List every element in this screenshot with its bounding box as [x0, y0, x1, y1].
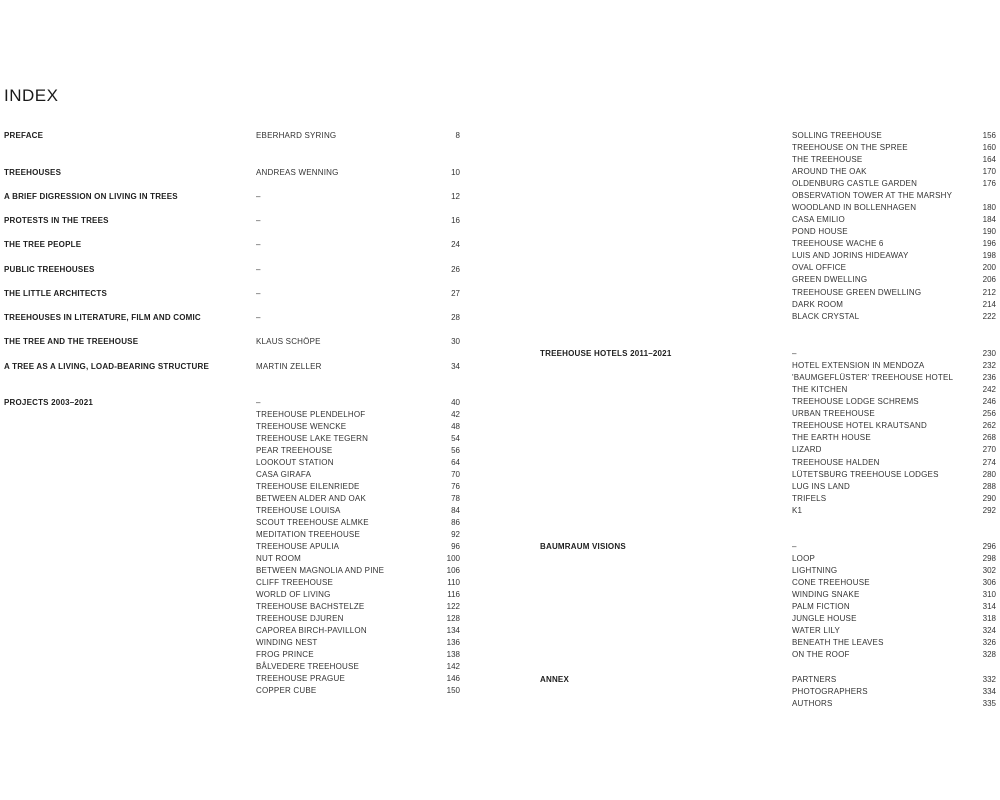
index-page-number: 134: [446, 626, 460, 635]
index-page-number: 196: [982, 239, 996, 248]
index-entry-title: ON THE ROOF: [792, 650, 850, 659]
index-entry-title: –: [256, 398, 261, 407]
index-page-number: 146: [446, 674, 460, 683]
index-section-title: THE TREE PEOPLE: [4, 240, 82, 249]
index-page-number: 262: [982, 421, 996, 430]
index-entry-title: CAPOREA BIRCH-PAVILLON: [256, 626, 367, 635]
index-page-number: 200: [982, 263, 996, 272]
index-page-number: 138: [446, 650, 460, 659]
index-page-number: 56: [451, 446, 460, 455]
index-section-title: TREEHOUSES: [4, 168, 62, 177]
index-page-number: 268: [982, 433, 996, 442]
index-page-number: 212: [982, 288, 996, 297]
index-entry-title: OBSERVATION TOWER AT THE MARSHY: [792, 191, 953, 200]
index-page-number: 242: [982, 385, 996, 394]
index-page-number: 8: [455, 131, 460, 140]
index-entry-title: BETWEEN ALDER AND OAK: [256, 494, 367, 503]
index-entry-title: JUNGLE HOUSE: [792, 614, 857, 623]
index-page-number: 198: [982, 251, 996, 260]
index-page-number: 332: [982, 675, 996, 684]
index-page-number: 335: [982, 699, 996, 708]
index-entry-title: OLDENBURG CASTLE GARDEN: [792, 179, 918, 188]
index-page-number: 296: [982, 542, 996, 551]
index-entry-title: OVAL OFFICE: [792, 263, 847, 272]
index-page-number: 106: [446, 566, 460, 575]
index-entry-title: BLACK CRYSTAL: [792, 312, 860, 321]
index-page-number: 27: [451, 289, 460, 298]
index-page-number: 30: [451, 337, 460, 346]
index-entry-title: TREEHOUSE WENCKE: [256, 422, 347, 431]
index-page-number: 314: [982, 602, 996, 611]
index-page-number: 64: [451, 458, 460, 467]
index-page-number: 230: [982, 349, 996, 358]
index-page-number: 222: [982, 312, 996, 321]
index-section-title: PROTESTS IN THE TREES: [4, 216, 109, 225]
index-entry-title: TREEHOUSE BACHSTELZE: [256, 602, 365, 611]
index-entry-title: CLIFF TREEHOUSE: [256, 578, 334, 587]
index-entry-title: –: [256, 192, 261, 201]
index-page-number: 288: [982, 482, 996, 491]
index-entry-title: 'BAUMGEFLÜSTER' TREEHOUSE HOTEL: [792, 373, 954, 382]
index-entry-title: CONE TREEHOUSE: [792, 578, 870, 587]
index-section-title: PROJECTS 2003–2021: [4, 398, 93, 407]
index-page-number: 84: [451, 506, 460, 515]
index-entry-title: LÜTETSBURG TREEHOUSE LODGES: [792, 470, 939, 479]
index-entry-title: LOOKOUT STATION: [256, 458, 334, 467]
index-entry-title: LUG INS LAND: [792, 482, 850, 491]
index-page-number: 34: [451, 362, 460, 371]
index-entry-title: TREEHOUSE PLENDELHOF: [256, 410, 366, 419]
index-entry-title: AROUND THE OAK: [792, 167, 867, 176]
index-entry-title: ANDREAS WENNING: [256, 168, 339, 177]
index-page-number: 92: [451, 530, 460, 539]
index-entry-title: NUT ROOM: [256, 554, 302, 563]
index-entry-title: WINDING SNAKE: [792, 590, 860, 599]
index-entry-title: TRIFELS: [792, 494, 827, 503]
index-page-number: 16: [451, 216, 460, 225]
index-entry-title: LOOP: [792, 554, 816, 563]
index-entry-title: AUTHORS: [792, 699, 833, 708]
index-entry-title: TREEHOUSE PRAGUE: [256, 674, 345, 683]
index-page-number: 28: [451, 313, 460, 322]
index-page-number: 96: [451, 542, 460, 551]
index-page-number: 274: [982, 458, 996, 467]
index-entry-title: TREEHOUSE WACHE 6: [792, 239, 884, 248]
index-entry-title: DARK ROOM: [792, 300, 844, 309]
index-entry-title: BETWEEN MAGNOLIA AND PINE: [256, 566, 385, 575]
index-page-number: 142: [446, 662, 460, 671]
index-page-number: 122: [446, 602, 460, 611]
index-entry-title: PHOTOGRAPHERS: [792, 687, 868, 696]
index-entry-title: URBAN TREEHOUSE: [792, 409, 875, 418]
index-section-title: A BRIEF DIGRESSION ON LIVING IN TREES: [4, 192, 178, 201]
index-entry-title: –: [792, 349, 797, 358]
index-page-number: 76: [451, 482, 460, 491]
index-title: INDEX: [4, 86, 59, 105]
index-entry-title: –: [792, 542, 797, 551]
index-page-number: 24: [451, 240, 460, 249]
index-entry-title: WINDING NEST: [256, 638, 318, 647]
index-page-number: 190: [982, 227, 996, 236]
index-page-number: 156: [982, 131, 996, 140]
index-entry-title: PARTNERS: [792, 675, 837, 684]
index-page-number: 334: [982, 687, 996, 696]
index-page-number: 10: [451, 168, 460, 177]
index-entry-title: TREEHOUSE DJUREN: [256, 614, 344, 623]
index-entry-title: LUIS AND JORINS HIDEAWAY: [792, 251, 909, 260]
index-page-number: 54: [451, 434, 460, 443]
index-entry-title: CASA EMILIO: [792, 215, 845, 224]
index-page-number: 128: [446, 614, 460, 623]
index-entry-title: TREEHOUSE LODGE SCHREMS: [792, 397, 919, 406]
index-entry-title: K1: [792, 506, 803, 515]
index-entry-title: TREEHOUSE HOTEL KRAUTSAND: [792, 421, 927, 430]
index-section-title: TREEHOUSE HOTELS 2011–2021: [540, 349, 672, 358]
index-section-title: THE LITTLE ARCHITECTS: [4, 289, 108, 298]
index-page-number: 160: [982, 143, 996, 152]
index-page-number: 236: [982, 373, 996, 382]
index-entry-title: KLAUS SCHÖPE: [256, 337, 321, 346]
index-entry-title: HOTEL EXTENSION IN MENDOZA: [792, 361, 925, 370]
index-page-number: 136: [446, 638, 460, 647]
index-entry-title: PALM FICTION: [792, 602, 850, 611]
index-page-number: 310: [982, 590, 996, 599]
index-entry-title: WORLD OF LIVING: [256, 590, 331, 599]
index-page-number: 116: [447, 590, 460, 599]
index-page-number: 302: [982, 566, 996, 575]
index-page-number: 290: [982, 494, 996, 503]
index-section-title: TREEHOUSES IN LITERATURE, FILM AND COMIC: [4, 313, 201, 322]
index-entry-title: –: [256, 265, 261, 274]
index-page-number: 214: [982, 300, 996, 309]
index-entry-title: TREEHOUSE APULIA: [256, 542, 340, 551]
index-entry-title: LIZARD: [792, 445, 822, 454]
index-page-number: 246: [982, 397, 996, 406]
index-page-number: 170: [982, 167, 996, 176]
index-entry-title: WATER LILY: [792, 626, 841, 635]
index-page-number: 100: [446, 554, 460, 563]
index-entry-title: BÅLVEDERE TREEHOUSE: [256, 662, 360, 671]
index-entry-title: CASA GIRAFA: [256, 470, 312, 479]
index-entry-title: –: [256, 216, 261, 225]
index-section-title: PUBLIC TREEHOUSES: [4, 265, 95, 274]
index-section-title: ANNEX: [540, 675, 570, 684]
index-page-number: 150: [446, 686, 460, 695]
index-page-number: 318: [982, 614, 996, 623]
index-entry-title: EBERHARD SYRING: [256, 131, 337, 140]
index-entry-title: BENEATH THE LEAVES: [792, 638, 884, 647]
index-page-number: 306: [982, 578, 996, 587]
index-entry-title: –: [256, 289, 261, 298]
index-page-number: 164: [982, 155, 996, 164]
index-page-number: 86: [451, 518, 460, 527]
index-entry-title: SCOUT TREEHOUSE ALMKE: [256, 518, 369, 527]
index-page-number: 40: [451, 398, 460, 407]
index-page-number: 280: [982, 470, 996, 479]
index-entry-title: COPPER CUBE: [256, 686, 317, 695]
index-page-number: 70: [451, 470, 460, 479]
index-page-number: 12: [451, 192, 460, 201]
index-entry-title: TREEHOUSE ON THE SPREE: [792, 143, 908, 152]
index-entry-title: TREEHOUSE GREEN DWELLING: [792, 288, 922, 297]
index-entry-title: THE KITCHEN: [792, 385, 848, 394]
index-entry-title: TREEHOUSE LAKE TEGERN: [256, 434, 369, 443]
index-entry-title: GREEN DWELLING: [792, 275, 868, 284]
index-page-number: 110: [447, 578, 460, 587]
index-section-title: THE TREE AND THE TREEHOUSE: [4, 337, 139, 346]
index-section-title: A TREE AS A LIVING, LOAD-BEARING STRUCTURE: [4, 362, 209, 371]
index-entry-title: –: [256, 240, 261, 249]
index-section-title: PREFACE: [4, 131, 44, 140]
index-page-number: 270: [982, 445, 996, 454]
index-page-number: 48: [451, 422, 460, 431]
index-page-number: 206: [982, 275, 996, 284]
index-page-number: 324: [982, 626, 996, 635]
index-page-number: 176: [982, 179, 996, 188]
index-page-number: 26: [451, 265, 460, 274]
index-entry-title: LIGHTNING: [792, 566, 838, 575]
index-entry-title: MARTIN ZELLER: [256, 362, 322, 371]
index-entry-title: MEDITATION TREEHOUSE: [256, 530, 361, 539]
index-entry-title: FROG PRINCE: [256, 650, 314, 659]
index-entry-title: –: [256, 313, 261, 322]
index-entry-title: POND HOUSE: [792, 227, 848, 236]
index-page-number: 184: [982, 215, 996, 224]
index-page-number: 328: [982, 650, 996, 659]
index-page-number: 78: [451, 494, 460, 503]
index-entry-title: TREEHOUSE HALDEN: [792, 458, 880, 467]
index-page-number: 42: [451, 410, 460, 419]
index-page-number: 292: [982, 506, 996, 515]
index-entry-title: TREEHOUSE LOUISA: [256, 506, 341, 515]
index-entry-title: THE EARTH HOUSE: [792, 433, 871, 442]
index-entry-title: PEAR TREEHOUSE: [256, 446, 333, 455]
index-page-number: 326: [982, 638, 996, 647]
index-page-number: 180: [982, 203, 996, 212]
index-entry-title: SOLLING TREEHOUSE: [792, 131, 882, 140]
index-entry-title: TREEHOUSE EILENRIEDE: [256, 482, 360, 491]
index-page-number: 232: [982, 361, 996, 370]
index-section-title: BAUMRAUM VISIONS: [540, 542, 626, 551]
index-page-number: 298: [982, 554, 996, 563]
index-page-number: 256: [982, 409, 996, 418]
index-entry-title: THE TREEHOUSE: [792, 155, 863, 164]
index-entry-title: WOODLAND IN BOLLENHAGEN: [792, 203, 917, 212]
